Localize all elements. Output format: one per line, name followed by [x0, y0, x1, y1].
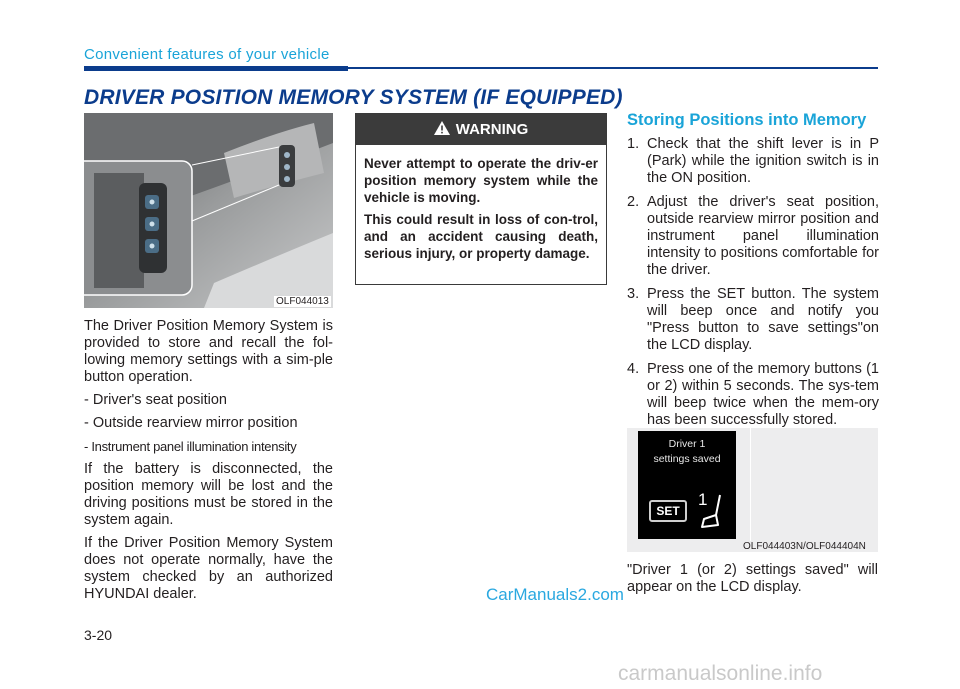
memory-number: 1: [698, 490, 708, 509]
list-item: 4. Press one of the memory buttons (1 or 2) within 5 seconds. The sys-tem will beep twice when the mem-ory has been successfully stored.: [627, 361, 879, 428]
warning-body: [356, 145, 606, 262]
paragraph: If the Driver Position Memory System does not operate normally, have the system checked by an authorized HYUNDAI dealer.: [84, 535, 333, 602]
page-number: 3-20: [84, 627, 113, 643]
watermark[interactable]: carmanualsonline.info: [618, 662, 823, 685]
door-panel-illustration: [84, 113, 333, 308]
lcd-text: settings saved: [653, 453, 721, 465]
figure-caption: OLF044013: [276, 296, 329, 307]
header-rule-thin: [348, 67, 878, 69]
memory-item: - Outside rearview mirror position: [84, 415, 298, 431]
section-heading: Storing Positions into Memory: [627, 111, 867, 129]
lcd-screen: [638, 431, 736, 539]
door-memory-buttons-photo: [84, 113, 333, 308]
section-header: Convenient features of your vehicle: [84, 46, 330, 63]
intro-text: [84, 318, 333, 609]
memory-item: - Instrument panel illumination intensity: [84, 439, 297, 454]
list-item: 1. Check that the shift lever is in P (Park) while the ignition switch is in the ON position.: [627, 136, 879, 186]
list-item: 3. Press the SET button. The system will beep once and notify you "Press button to save settings"on the LCD display.: [627, 286, 879, 353]
list-item: 2. Adjust the driver's seat position, outside rearview mirror position and instrument panel illumination intensity to positions comfortable for the driver.: [627, 194, 879, 278]
figure-divider: [750, 428, 751, 552]
header-rule-thick: [84, 66, 348, 71]
lcd-text: Driver 1: [668, 438, 706, 450]
paragraph: If the battery is disconnected, the position memory will be lost and the driving positions must be stored in the system again.: [84, 461, 333, 528]
warning-paragraph: This could result in loss of con-trol, and an accident causing death, serious injury, or property damage.: [364, 212, 598, 261]
page-title: DRIVER POSITION MEMORY SYSTEM (IF EQUIPPED): [84, 86, 623, 109]
watermark[interactable]: CarManuals2.com: [486, 585, 624, 604]
figure-caption: OLF044403N/OLF044404N: [743, 541, 866, 552]
seat-icon: [692, 489, 732, 531]
lcd-display-figure: [627, 428, 878, 552]
set-button-graphic: SET: [649, 500, 687, 522]
paragraph: The Driver Position Memory System is provided to store and recall the fol-lowing memory settings with a sim-ple button operation.: [84, 318, 333, 385]
warning-triangle-icon: [434, 121, 450, 139]
warning-paragraph: Never attempt to operate the driv-er position memory system while the vehicle is moving.: [364, 156, 598, 205]
warning-label: WARNING: [455, 121, 529, 138]
steps-list: [627, 136, 879, 436]
warning-box: [355, 113, 607, 285]
warning-header: [356, 114, 606, 145]
memory-item: - Driver's seat position: [84, 392, 227, 408]
lcd-note: "Driver 1 (or 2) settings saved" will appear on the LCD display.: [627, 562, 878, 595]
